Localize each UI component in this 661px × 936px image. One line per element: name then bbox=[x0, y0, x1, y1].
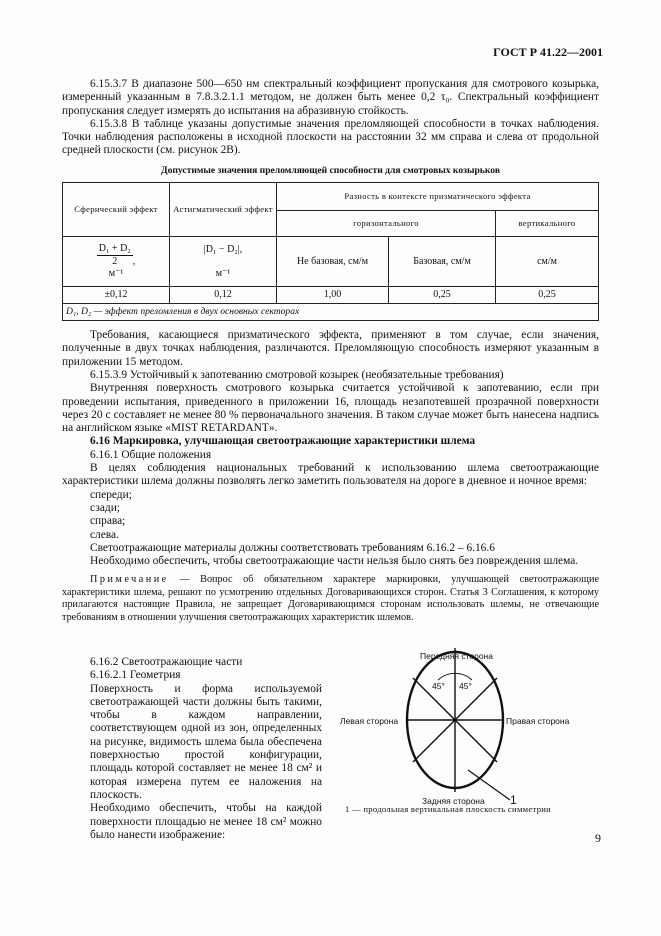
paragraph-6-16-1: 6.16.1 Общие положения bbox=[90, 448, 212, 461]
header-horizontal: горизонтального bbox=[277, 211, 496, 237]
paragraph-6-16-2-1: 6.16.2.1 Геометрия bbox=[90, 669, 181, 682]
figure-caption: 1 — продольная вертикальная плоскость симметрии bbox=[345, 804, 552, 814]
label-left: Левая сторона bbox=[340, 716, 399, 726]
label-back: Задняя сторона bbox=[422, 796, 485, 806]
value-spherical: ±0,12 bbox=[63, 287, 170, 304]
section-6-16-title: 6.16 Маркировка, улучшающая светоотражающие характеристики шлема bbox=[90, 435, 476, 448]
upper-text-block bbox=[62, 78, 599, 624]
paragraph-national: В целях соблюдения национальных требований к использованию шлема светоотражающие характеристики шлема должны позволять легко заметить пользователя на дороге в дневное и ночное время: bbox=[62, 462, 599, 488]
header-astigmatic: Астигматический эффект bbox=[170, 183, 277, 237]
value-astigmatic: 0,12 bbox=[170, 287, 277, 304]
list-item: спереди; bbox=[90, 488, 132, 501]
paragraph-6-15-3-8: 6.15.3.8 В таблице указаны допустимые значения преломляющей способности в точках наблюдения. Точки наблюдения расположены в исходной плоскости на расстоянии 32 мм справа и слева от продольной средней плоскости (см. рисунок 2В). bbox=[62, 117, 599, 157]
note-text: — Вопрос об обязательном характере маркировки, улучшающей светоотражающие характеристики шлема, решают по усмотрению отдельных Договаривающихся сторон. Статья 3 Соглашения, к которому прилагаются настоящие Правила, не запрещает Договаривающимся сторонам использовать шлемы, не отвечающие требованиям в отношении улучшения светоотражающих характеристик шлемов. bbox=[62, 574, 599, 623]
header-spherical: Сферический эффект bbox=[63, 183, 170, 237]
paragraph-mist: Внутренняя поверхность смотрового козырька считается устойчивой к запотеванию, если при проведении испытания, приведенного в приложении 16, площадь незапотевшей прозрачной поверхности через 20 с составляет не менее 80 % первоначального значения. В таком случае может быть нанесена надпись на английском языке «MIST RETARDANT». bbox=[62, 382, 599, 435]
paragraph-geometry: Поверхность и форма используемой светоотражающей части должны быть такими, чтобы в каждом направлении, соответствующем одной из зон, определенных на рисунке, видимость шлема была обеспечена поверхностью простой конфигурации, площадь которой составляет не менее 18 см² и которая измерена путем ее наложения на плоскость. bbox=[90, 682, 322, 801]
label-right: Правая сторона bbox=[506, 716, 570, 726]
list-item: слева. bbox=[90, 528, 119, 541]
paragraph-6-15-3-9: 6.15.3.9 Устойчивый к запотеванию смотровой козырек (необязательные требования) bbox=[90, 368, 504, 381]
refraction-table bbox=[62, 182, 599, 321]
document-code: ГОСТ Р 41.22—2001 bbox=[493, 45, 603, 59]
note bbox=[62, 574, 599, 624]
label-angle-left: 45° bbox=[432, 681, 445, 691]
cell-base: Базовая, см/м bbox=[389, 237, 496, 287]
label-front: Передняя сторона bbox=[420, 651, 493, 661]
list-item: сзади; bbox=[90, 501, 120, 514]
paragraph-image-area: Необходимо обеспечить, чтобы на каждой поверхности площадью не менее 18 см² можно было нанести изображение: bbox=[90, 802, 322, 841]
value-base: 0,25 bbox=[389, 287, 496, 304]
value-nonbase: 1,00 bbox=[277, 287, 389, 304]
paragraph-removal: Необходимо обеспечить, чтобы светоотражающие части нельзя было снять без повреждения шлема. bbox=[90, 555, 579, 568]
list-item: справа; bbox=[90, 515, 126, 528]
cell-nonbase: Не базовая, см/м bbox=[277, 237, 389, 287]
table-caption: Допустимые значения преломляющей способности для смотровых козырьков bbox=[160, 164, 501, 176]
paragraph-prismatic: Требования, касающиеся призматического эффекта, применяют в том случае, если значения, полученные в двух точках наблюдения, различаются. Преломляющую способность измеряют указанным в приложении 15 методом. bbox=[62, 329, 599, 368]
cell-spherical-formula: $\frac{\text{D₁ + D₂}}{2}$, м⁻¹ bbox=[63, 237, 170, 287]
cell-vert-unit: см/м bbox=[496, 237, 599, 287]
header-prismatic: Разность в контексте призматического эффекта bbox=[277, 183, 599, 211]
paragraph-materials: Светоотражающие материалы должны соответствовать требованиям 6.16.2 – 6.16.6 bbox=[90, 541, 495, 554]
note-label: Примечание bbox=[90, 574, 169, 586]
label-angle-right: 45° bbox=[459, 681, 472, 691]
header-vertical: вертикального bbox=[496, 211, 599, 237]
lower-left-text bbox=[90, 656, 322, 842]
label-marker: 1 bbox=[510, 793, 517, 807]
paragraph-6-16-2: 6.16.2 Светоотражающие части bbox=[90, 656, 243, 668]
cell-astig-formula: |D₁ − D₂|, м⁻¹ bbox=[170, 237, 277, 287]
page-number: 9 bbox=[595, 831, 601, 845]
fraction: $\frac{\text{D₁ + D₂}}{2}$ bbox=[98, 243, 131, 268]
table-footnote: D₁, D₂ — эффект преломления в двух основных секторах bbox=[63, 304, 599, 321]
paragraph-6-15-3-7: 6.15.3.7 В диапазоне 500—650 нм спектральный коэффициент пропускания для смотрового козырька, измеренный указанным в 7.8.3.2.1.1 методом, не должен быть менее 0,2 τ₀. Спектральный коэффициент пропускания следует измерять до испытания на абразивную стойкость. bbox=[62, 78, 599, 117]
value-vertical: 0,25 bbox=[496, 287, 599, 304]
